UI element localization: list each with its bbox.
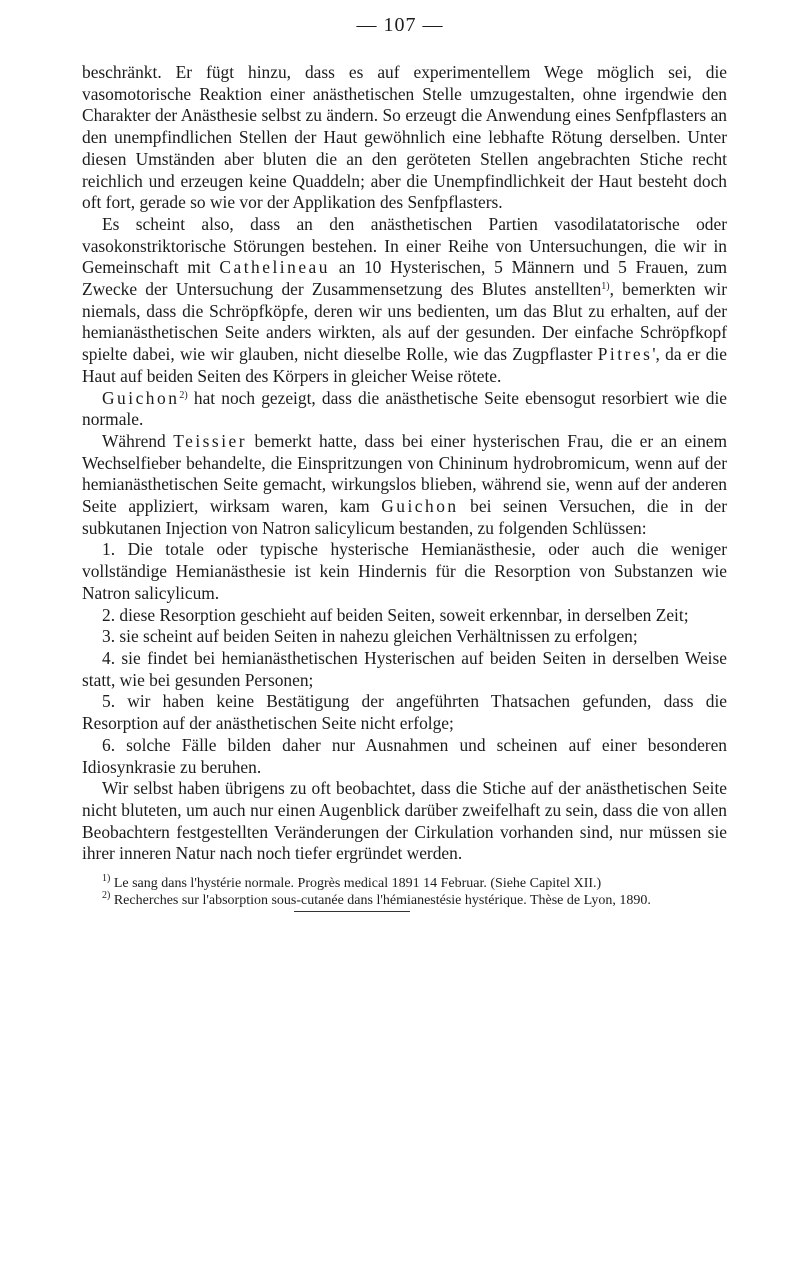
footnote-mark: 2) — [102, 890, 111, 902]
list-item: 2. diese Resorption geschieht auf beiden Seiten, soweit erkennbar, in derselben Zeit; — [102, 604, 689, 625]
author-name-guichon: Guichon — [102, 387, 180, 408]
footnote-end-rule — [294, 911, 410, 912]
author-name-cathelineau: Cathelineau — [219, 257, 330, 278]
paragraph-4-text-c: bei seinen Versuchen, die in der subkutanen Injection von Natron salicylicum bestanden, zu folgenden Schlüssen: — [82, 496, 728, 538]
paragraph-2-text-c: , bemerkten wir niemals, dass die Schröpfköpfe, deren wir uns bedienten, um das Blut zu erhalten, auf der hemianästhetischen Seite anders wirkten, als auf der gesunden. Der einfache Schröpfkopf spielte dabei, wie wir glauben, nicht dieselbe Rolle, wie das Zugpflaster — [82, 279, 727, 365]
paragraph-4-text-a: Während — [102, 430, 174, 451]
paragraph-5: Wir selbst haben übrigens zu oft beobachtet, dass die Stiche auf der anästhetischen Seite nicht bluteten, um auch nur einen Augenblick darüber zweifelhaft zu sein, dass die von allen Beobachtern festgestellten Veränderungen der Cirkulation vorhanden sind, nur müssen sie ihrer inneren Natur nach noch tiefer ergründet werden. — [82, 778, 727, 864]
paragraph-2 — [82, 214, 727, 388]
paragraph-4-text-b: bemerkt hatte, dass bei einer hysterischen Frau, die er an einem Wechselfieber behandelte, die Einspritzungen von Chininum hydrobromicum, wenn auf der hemianästhetischen Seite gemacht, wirkungslos blieben, während sie, wenn auf der anderen Seite appliziert, wirksam waren, kam — [82, 430, 728, 517]
paragraph-3 — [82, 388, 727, 431]
author-name-pitres: Pitres — [597, 344, 653, 365]
footnotes — [82, 875, 727, 912]
paragraph-3-text: hat noch gezeigt, dass die anästhetische Seite ebensogut resorbiert wie die normale. — [82, 387, 727, 430]
footnote-text: Recherches sur l'absorption sous-cutanée dans l'hémianestésie hystérique. Thèse de Lyon, 1890. — [110, 893, 651, 909]
author-name-guichon-2: Guichon — [381, 496, 459, 517]
list-item: 5. wir haben keine Bestätigung der angeführten Thatsachen gefunden, dass die Resorption auf der anästhetischen Seite nicht erfolge; — [82, 691, 727, 734]
list-item: 6. solche Fälle bilden daher nur Ausnahmen und scheinen auf einer besonderen Idiosynkrasie zu beruhen. — [82, 734, 727, 777]
paragraph-2-text-d: ', da er die Haut auf beiden Seiten des Körpers in gleicher Weise rötete. — [82, 344, 727, 386]
page-number: — 107 — — [356, 14, 444, 36]
list-item: 4. sie findet bei hemianästhetischen Hysterischen auf beiden Seiten in derselben Weise statt, wie bei gesunden Personen; — [82, 647, 727, 690]
list-item: 3. sie scheint auf beiden Seiten in nahezu gleichen Verhältnissen zu erfolgen; — [102, 626, 638, 647]
paragraph-1: beschränkt. Er fügt hinzu, dass es auf experimentellem Wege möglich sei, die vasomotorische Reaktion einer anästhetischen Stelle umzugestalten, ohne irgendwie den Charakter der Anästhesie selbst zu ändern. So erzeugt die Anwendung eines Senfpflasters an den unempfindlichen Stellen der Haut gewöhnlich eine lebhafte Rötung derselben. Unter diesen Umständen aber bluten die an den geröteten Stellen angebrachten Stiche recht reichlich und erzeugen keine Quaddeln; aber die Unempfindlichkeit der Haut besteht doch oft fort, gerade so wie vor der Applikation des Senfpflasters. — [82, 62, 727, 213]
paragraph-2-text-b: an 10 Hysterischen, 5 Männern und 5 Frauen, zum Zwecke der Untersuchung der Zusammensetzung des Blutes anstellten — [82, 257, 727, 300]
footnote-ref-1[interactable]: 1) — [601, 281, 610, 293]
paragraph-4 — [82, 431, 727, 540]
list-item: 1. Die totale oder typische hysterische Hemianästhesie, oder auch die weniger vollständige Hemianästhesie ist kein Hindernis für die Resorption von Substanzen wie Natron salicylicum. — [82, 539, 727, 603]
page-body — [82, 62, 727, 912]
footnote-mark: 1) — [102, 873, 111, 885]
footnote-1 — [82, 875, 727, 892]
footnote-ref-2[interactable]: 2) — [179, 389, 188, 401]
paragraph-2-text-a: Es scheint also, dass an den anästhetischen Partien vasodilatatorische oder vasokonstriktorische Störungen bestehen. In einer Reihe von Untersuchungen, die wir in Gemeinschaft mit — [82, 213, 727, 278]
footnote-2 — [82, 892, 727, 909]
footnote-text: Le sang dans l'hystérie normale. Progrès medical 1891 14 Februar. (Siehe Capitel XII.) — [110, 876, 602, 892]
author-name-teissier: Teissier — [173, 430, 248, 451]
